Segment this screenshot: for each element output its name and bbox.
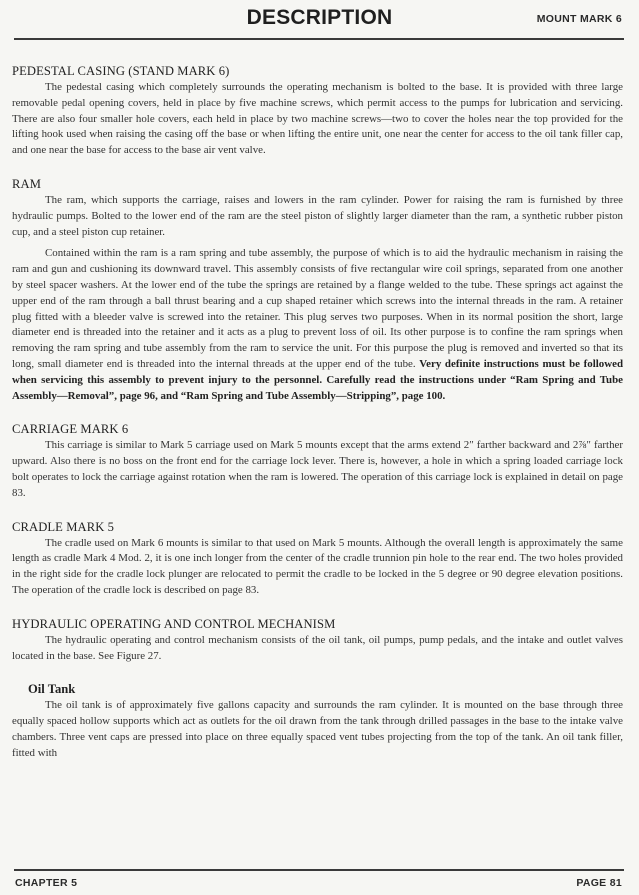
paragraph: The hydraulic operating and control mechanism consists of the oil tank, oil pumps, pump pedals, and the intake and outlet valves located in the base. See Figure 27. — [12, 633, 623, 662]
section-heading: CRADLE MARK 5 — [12, 519, 115, 534]
section-ram — [12, 175, 623, 404]
subsection-oil-tank — [12, 680, 623, 761]
subsection-heading: Oil Tank — [28, 682, 76, 697]
section-heading: CARRIAGE MARK 6 — [12, 422, 129, 437]
section-cradle — [12, 518, 623, 599]
section-heading: PEDESTAL CASING (STAND MARK 6) — [12, 64, 230, 78]
section-heading: HYDRAULIC OPERATING AND CONTROL MECHANISM — [12, 616, 336, 631]
footer-rule — [14, 869, 624, 871]
header-mount-label: MOUNT MARK 6 — [536, 13, 622, 25]
paragraph: The cradle used on Mark 6 mounts is similar to that used on Mark 5 mounts. Although the overall length is approximately the same length as cradle Mark 4 Mod. 2, it is one inch longer from the center of the cradle trunnion pin hole to the rear end. The two holes provided in the right side for the cradle lock plunger are relocated to permit the cradle to be locked in the 5 degree or 90 degree elevation positions. The operation of the cradle lock is described on page 83. — [12, 536, 623, 596]
footer-chapter: CHAPTER 5 — [15, 877, 78, 889]
footer-page-number: PAGE 81 — [576, 877, 622, 889]
page-body — [12, 62, 623, 762]
warning-text: Very definite instructions must be followed when servicing this assembly to prevent injury to the personnel. Carefully read the instructions under “Ram Spring and Tube Assembly—Removal”, page 96, and “Ram Spring and Tube Assembly—Stripping”, page 100. — [12, 357, 624, 402]
header-rule — [14, 38, 624, 40]
section-heading: RAM — [12, 176, 41, 191]
section-carriage — [12, 420, 623, 501]
section-hydraulic — [12, 615, 623, 665]
page-title: DESCRIPTION — [246, 6, 393, 29]
paragraph — [12, 246, 623, 404]
section-pedestal-casing — [12, 62, 623, 159]
paragraph-text: Contained within the ram is a ram spring and tube assembly, the purpose of which is to aid the hydraulic mechanism in raising the ram and gun and cushioning its downward travel. This assembly consists of five rectangular wire coil springs, separated from one another by steel spacer washers. At the lower end of the tube the springs are retained by a flange welded to the tube. These springs act against the upper end of the ram through a ball thrust bearing and a cup shaped retainer which screws into the internal threads in the ram. A retainer plug fitted with a bleeder valve is screwed into the retainer. This plug serves two purposes. When in its normal position the short, large diameter end is threaded into the retainer and it acts as a plug to prevent loss of oil. Its other purpose is to confine the ram springs when removing the ram spring and tube assembly from the ram to service the unit. For this purpose the plug is removed and inverted so that its long, small diameter end is threaded into the internal threads at the upper end of the tube. — [12, 247, 623, 370]
paragraph: The oil tank is of approximately five gallons capacity and surrounds the ram cylinder. It is mounted on the base through three equally spaced hollow supports which act as outlets for the oil drawn from the tank through drilled passages in the base to the intake valve chambers. Three vent caps are pressed into place on three equally spaced vent tubes projecting from the top of the tank. An oil tank filler, fitted with — [12, 699, 623, 759]
paragraph: The ram, which supports the carriage, raises and lowers in the ram cylinder. Power for raising the ram is furnished by three hydraulic pumps. Bolted to the lower end of the ram are the steel piston of slightly larger diameter than the ram, a synthetic rubber piston cup, and a steel piston cup retainer. — [12, 193, 623, 238]
paragraph: This carriage is similar to Mark 5 carriage used on Mark 5 mounts except that the arms extend 2″ farther backward and 2⅞″ farther upward. Also there is no boss on the front end for the carriage lock lever. There is, however, a hole in which a spring loaded carriage lock bolt operates to lock the carriage against rotation when the ram is lowered. The operation of this carriage lock is explained in detail on page 83. — [12, 439, 623, 499]
paragraph: The pedestal casing which completely surrounds the operating mechanism is bolted to the base. It is provided with three large removable pedal opening covers, held in place by five machine screws, which permit access to the pumps for lubrication and servicing. There are also four smaller hole covers, each held in place by two machine screws—two to cover the holes near the top provided for the lifting hook used when raising the casing off the base or when lifting the entire unit, one near the center for access to the oil tank filler cap, and one near the base for access to the base air vent valve. — [12, 81, 623, 157]
